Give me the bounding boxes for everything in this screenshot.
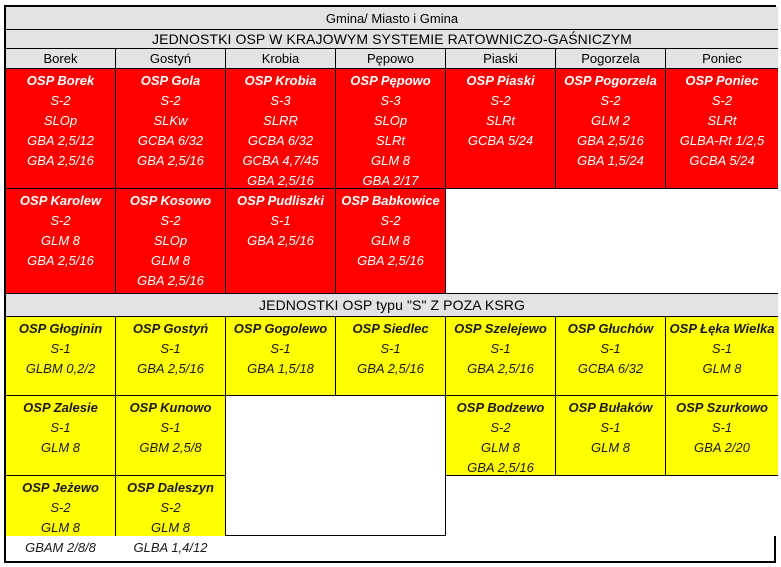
unit-equipment: S-2 (50, 213, 71, 228)
unit-equipment: GBA 2,5/16 (247, 233, 314, 248)
unit-equipment: GLM 8 (370, 233, 410, 248)
unit-equipment: GLM 8 (40, 233, 80, 248)
unit-name: OSP Pępowo (350, 73, 431, 88)
unit-equipment: GLM 8 (590, 440, 630, 455)
unit-cell-ksrg (556, 69, 666, 189)
municipality-header: Pogorzela (556, 49, 666, 69)
unit-equipment: GBM 2,5/8 (139, 440, 202, 455)
unit-equipment: GBA 2,5/16 (357, 361, 424, 376)
unit-equipment: S-2 (160, 500, 181, 515)
unit-equipment: SLRt (376, 133, 405, 148)
unit-name: OSP Głuchów (567, 321, 654, 336)
unit-equipment: S-1 (600, 420, 621, 435)
unit-name: OSP Daleszyn (127, 480, 214, 495)
unit-equipment: GBA 2/20 (694, 440, 750, 455)
unit-cell-ksrg (446, 69, 556, 189)
unit-name: OSP Piaski (466, 73, 535, 88)
unit-equipment: GCBA 6/32 (137, 133, 204, 148)
unit-equipment: S-1 (711, 341, 733, 356)
unit-equipment: S-2 (600, 93, 621, 108)
unit-cell-ksrg (6, 189, 116, 294)
unit-name: OSP Łęka Wielka (669, 321, 775, 336)
unit-name: OSP Karolew (19, 193, 102, 208)
unit-equipment: GLM 8 (40, 440, 80, 455)
unit-name: OSP Jeżewo (22, 480, 99, 495)
unit-cell-s (6, 476, 116, 555)
empty-area (226, 396, 446, 536)
unit-equipment: GBA 1,5/24 (577, 153, 644, 168)
unit-equipment: SLOp (373, 113, 408, 128)
osp-units-table (4, 5, 776, 563)
unit-cell-ksrg (226, 69, 336, 189)
unit-equipment: GLM 8 (480, 440, 520, 455)
unit-equipment: GLM 8 (150, 520, 190, 535)
unit-equipment: S-3 (270, 93, 291, 108)
unit-equipment: GBA 2,5/16 (137, 153, 204, 168)
unit-equipment: S-1 (50, 420, 71, 435)
unit-name: OSP Gostyń (132, 321, 209, 336)
unit-name: OSP Szelejewo (454, 321, 547, 336)
unit-equipment: SLRt (707, 113, 737, 128)
unit-equipment: GLM 8 (40, 520, 80, 535)
unit-cell-s (336, 317, 446, 396)
unit-equipment: S-2 (50, 500, 71, 515)
unit-name: OSP Szurkowo (676, 400, 768, 415)
unit-equipment: GBA 2,5/16 (357, 253, 424, 268)
unit-equipment: GLBA 1,4/12 (133, 540, 208, 555)
unit-equipment: S-2 (50, 93, 71, 108)
unit-name: OSP Borek (26, 73, 95, 88)
unit-cell-ksrg (666, 69, 778, 189)
unit-equipment: GCBA 6/32 (247, 133, 314, 148)
unit-name: OSP Gogolewo (233, 321, 328, 336)
unit-cell-s (116, 476, 226, 555)
unit-equipment: SLRR (263, 113, 298, 128)
unit-equipment: GCBA 4,7/45 (242, 153, 319, 168)
unit-equipment: GLM 8 (702, 361, 742, 376)
unit-equipment: S-1 (270, 341, 291, 356)
unit-equipment: GBA 2,5/16 (247, 173, 314, 188)
unit-equipment: SLRt (486, 113, 515, 128)
municipality-header: Gostyń (116, 49, 226, 69)
unit-cell-ksrg (336, 69, 446, 189)
unit-equipment: SLOp (43, 113, 78, 128)
unit-equipment: GLBA-Rt 1/2,5 (679, 133, 765, 148)
unit-equipment: S-1 (490, 341, 511, 356)
unit-equipment: GBA 2,5/16 (467, 460, 534, 475)
section-ksrg-heading: JEDNOSTKI OSP W KRAJOWYM SYSTEMIE RATOWNICZO-GAŚNICZYM (6, 30, 778, 49)
unit-cell-s (116, 317, 226, 396)
empty-area (446, 476, 778, 536)
unit-equipment: GBA 2,5/16 (137, 361, 204, 376)
unit-equipment: GLM 8 (370, 153, 410, 168)
unit-cell-ksrg (6, 69, 116, 189)
unit-cell-ksrg (116, 69, 226, 189)
unit-name: OSP Poniec (685, 73, 759, 88)
unit-equipment: GBA 1,5/18 (247, 361, 314, 376)
unit-cell-s (6, 317, 116, 396)
unit-cell-s (226, 317, 336, 396)
unit-equipment: GBA 2/17 (362, 173, 419, 188)
municipality-header: Poniec (666, 49, 778, 69)
unit-equipment: S-2 (380, 213, 401, 228)
unit-equipment: GBA 2,5/16 (27, 153, 94, 168)
unit-equipment: GBA 2,5/16 (577, 133, 644, 148)
unit-equipment: S-1 (160, 341, 181, 356)
unit-equipment: GLM 8 (150, 253, 190, 268)
unit-equipment: GBA 2,5/16 (27, 253, 94, 268)
unit-equipment: S-1 (600, 341, 621, 356)
section-s-heading: JEDNOSTKI OSP typu "S" Z POZA KSRG (6, 294, 778, 317)
unit-cell-s (116, 396, 226, 476)
municipality-header: Piaski (446, 49, 556, 69)
table-title: Gmina/ Miasto i Gmina (6, 7, 778, 30)
unit-name: OSP Siedlec (352, 321, 429, 336)
unit-cell-s (446, 396, 556, 476)
unit-name: OSP Zalesie (23, 400, 98, 415)
unit-equipment: SLOp (153, 233, 188, 248)
empty-area (446, 189, 778, 294)
unit-equipment: S-1 (380, 341, 401, 356)
unit-cell-s (446, 317, 556, 396)
unit-equipment: S-1 (160, 420, 181, 435)
unit-name: OSP Kunowo (129, 400, 212, 415)
unit-equipment: S-3 (380, 93, 401, 108)
unit-cell-s (666, 317, 778, 396)
unit-equipment: S-1 (50, 341, 71, 356)
unit-cell-s (556, 396, 666, 476)
municipality-header: Pępowo (336, 49, 446, 69)
unit-name: OSP Pudliszki (237, 193, 324, 208)
unit-equipment: S-1 (711, 420, 733, 435)
unit-name: OSP Krobia (244, 73, 317, 88)
unit-name: OSP Pogorzela (564, 73, 657, 88)
unit-equipment: S-2 (160, 93, 181, 108)
unit-cell-s (556, 317, 666, 396)
unit-equipment: S-2 (711, 93, 733, 108)
unit-equipment: GCBA 5/24 (689, 153, 755, 168)
unit-cell-ksrg (336, 189, 446, 294)
unit-cell-s (6, 396, 116, 476)
unit-equipment: GBA 2,5/16 (137, 273, 204, 288)
municipality-header: Krobia (226, 49, 336, 69)
municipality-header: Borek (6, 49, 116, 69)
unit-name: OSP Bodzewo (456, 400, 545, 415)
unit-name: OSP Babkowice (341, 193, 440, 208)
unit-equipment: GBA 2,5/12 (27, 133, 94, 148)
unit-name: OSP Głoginin (18, 321, 103, 336)
unit-equipment: S-2 (160, 213, 181, 228)
unit-equipment: GCBA 6/32 (577, 361, 644, 376)
unit-equipment: SLKw (153, 113, 188, 128)
unit-equipment: GCBA 5/24 (467, 133, 534, 148)
unit-equipment: GLBM 0,2/2 (25, 361, 96, 376)
unit-equipment: GLM 2 (590, 113, 630, 128)
unit-name: OSP Kosowo (129, 193, 212, 208)
unit-equipment: S-2 (490, 93, 511, 108)
unit-equipment: S-2 (490, 420, 511, 435)
unit-name: OSP Bułaków (568, 400, 653, 415)
unit-cell-s (666, 396, 778, 476)
unit-equipment: GBA 2,5/16 (467, 361, 534, 376)
unit-cell-ksrg (116, 189, 226, 294)
unit-cell-ksrg (226, 189, 336, 294)
unit-name: OSP Gola (140, 73, 201, 88)
unit-equipment: GBAM 2/8/8 (25, 540, 96, 555)
unit-equipment: S-1 (270, 213, 291, 228)
